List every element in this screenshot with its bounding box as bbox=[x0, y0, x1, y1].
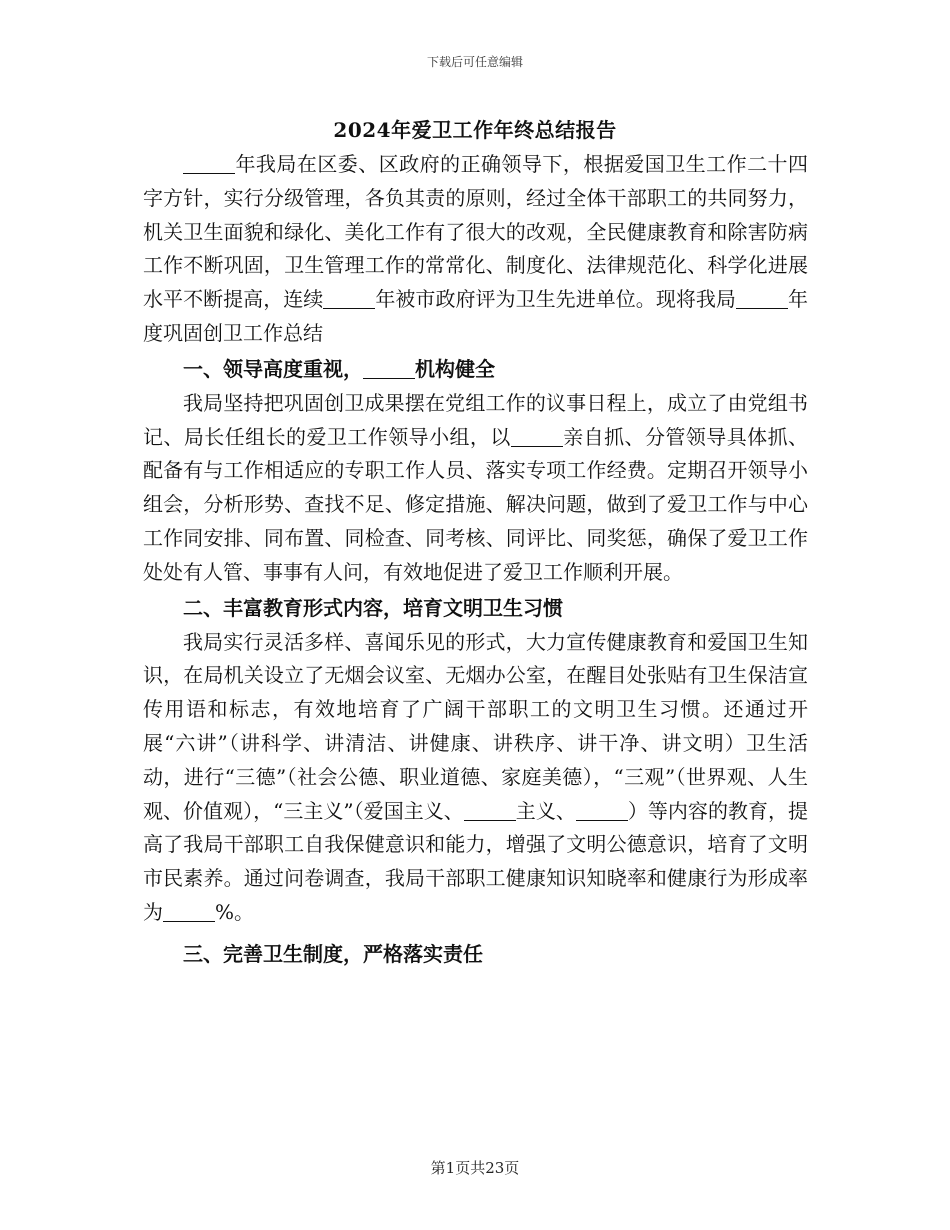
header-note: 下载后可任意编辑 bbox=[426, 55, 523, 69]
section-heading-2: 二、丰富教育形式内容，培育文明卫生习惯 bbox=[183, 595, 563, 620]
section-paragraph-2 bbox=[143, 626, 808, 930]
fill-blank bbox=[464, 800, 516, 821]
section-2-text-3: ）等内容的教育，提高了我局干部职工自我保健意识和能力，增强了文明公德意识，培育了文明市民素养。通过问卷调查，我局干部职工健康知识知晓率和健康行为形成率为 bbox=[143, 798, 809, 924]
section-1-text-1: 我局坚持把巩固创卫成果摆在党组工作的议事日程上，成立了由党组书记、局长任组长的爱卫工作领导小组，以 bbox=[143, 390, 808, 449]
section-heading-1-text-2: 机构健全 bbox=[415, 356, 495, 381]
fill-blank bbox=[736, 288, 788, 309]
fill-blank bbox=[363, 358, 415, 379]
document-body bbox=[143, 148, 808, 972]
fill-blank bbox=[576, 800, 628, 821]
section-1-text-2: 亲自抓、分管领导具体抓、配备有与工作相适应的专职工作人员、落实专项工作经费。定期召开领导小组会，分析形势、查找不足、修定措施、解决问题，做到了爱卫工作与中心工作同安排、同布置、同检查、同考核、同评比、同奖惩，确保了爱卫工作处处有人管、事事有人问，有效地促进了爱卫工作顺利开展。 bbox=[143, 424, 809, 584]
section-2-text-1: 我局实行灵活多样、喜闻乐见的形式，大力宣传健康教育和爱国卫生知识，在局机关设立了无烟会议室、无烟办公室，在醒目处张贴有卫生保洁宣传用语和标志，有效地培育了广阔干部职工的文明卫生习惯。还通过开展“六讲”（讲科学、讲清洁、讲健康、讲秩序、讲干净、讲文明）卫生活动，进行“三德”（社会公德、职业道德、家庭美德），“三观”（世界观、人生观、价值观），“三主义”（爱国主义、 bbox=[143, 629, 808, 823]
section-heading-1-text-1: 一、领导高度重视， bbox=[183, 356, 363, 381]
fill-blank bbox=[183, 153, 235, 174]
section-2-text-2: 主义、 bbox=[515, 798, 576, 823]
fill-blank bbox=[323, 288, 375, 309]
intro-text-2: 年被市政府评为卫生先进单位。现将我局 bbox=[375, 287, 736, 312]
section-heading-3: 三、完善卫生制度，严格落实责任 bbox=[183, 941, 483, 966]
intro-text-3: 年度巩固创卫工作总结 bbox=[143, 287, 809, 345]
section-heading-1 bbox=[143, 351, 808, 387]
section-paragraph-1 bbox=[143, 387, 808, 590]
fill-blank bbox=[163, 901, 215, 922]
page-footer: 第1页共23页 bbox=[430, 1159, 520, 1177]
page-title: 2024年爱卫工作年终总结报告 bbox=[333, 118, 617, 142]
section-2-text-4: %。 bbox=[215, 899, 255, 924]
intro-paragraph bbox=[143, 148, 808, 351]
intro-text-1: 年我局在区委、区政府的正确领导下，根据爱国卫生工作二十四字方针，实行分级管理，各负其责的原则，经过全体干部职工的共同努力，机关卫生面貌和绿化、美化工作有了很大的改观，全民健康教育和除害防病工作不断巩固，卫生管理工作的常常化、制度化、法律规范化、科学化进展水平不断提高，连续 bbox=[143, 152, 808, 312]
fill-blank bbox=[511, 426, 563, 447]
